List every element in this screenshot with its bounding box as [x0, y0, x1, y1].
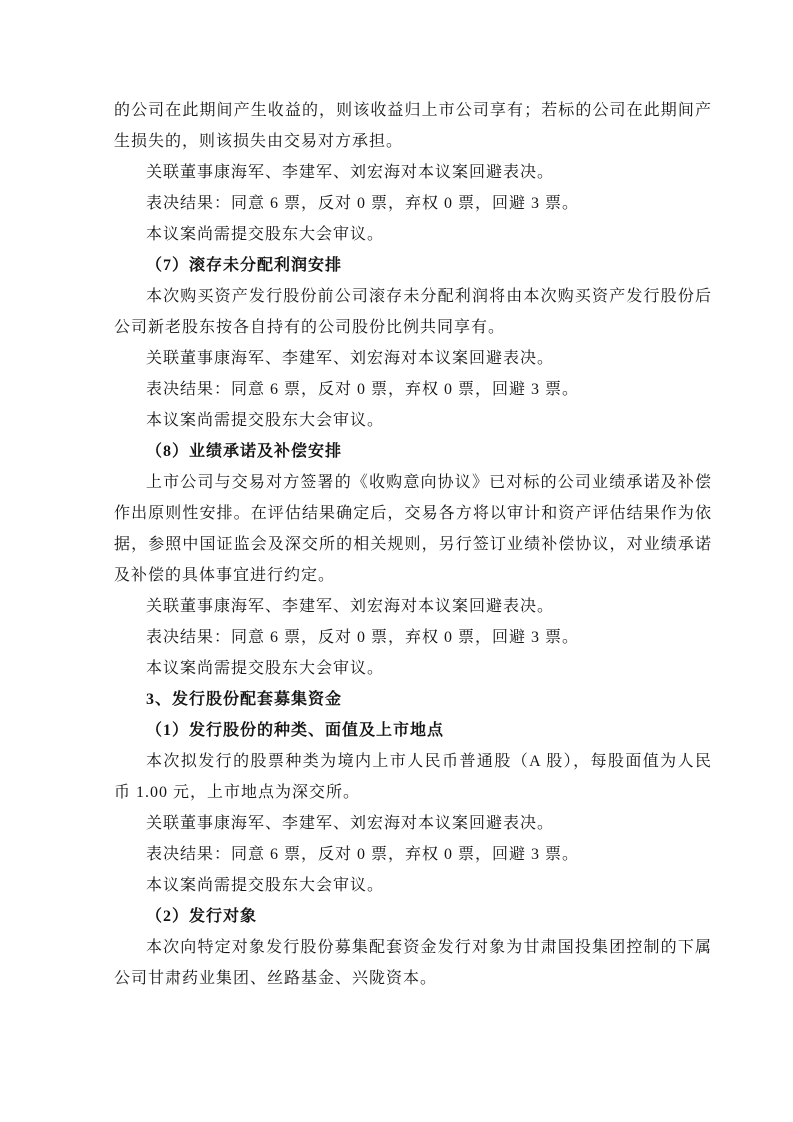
paragraph: 本议案尚需提交股东大会审议。 — [146, 412, 385, 429]
section-heading: （2）发行对象 — [146, 908, 258, 925]
paragraph: 关联董事康海军、李建军、刘宏海对本议案回避表决。 — [146, 598, 555, 615]
paragraph: 关联董事康海军、李建军、刘宏海对本议案回避表决。 — [146, 164, 555, 181]
section-heading: （8）业绩承诺及补偿安排 — [146, 443, 343, 460]
paragraph: 表决结果：同意 6 票，反对 0 票，弃权 0 票，回避 3 票。 — [146, 195, 580, 212]
section-heading: 3、发行股份配套募集资金 — [146, 691, 343, 708]
paragraph: 表决结果：同意 6 票，反对 0 票，弃权 0 票，回避 3 票。 — [146, 846, 580, 863]
document-body — [114, 95, 712, 994]
paragraph: 本议案尚需提交股东大会审议。 — [146, 660, 385, 677]
paragraph: 本次向特定对象发行股份募集配套资金发行对象为甘肃国投集团控制的下属公司甘肃药业集团、丝路基金、兴陇资本。 — [114, 939, 712, 987]
paragraph: 本议案尚需提交股东大会审议。 — [146, 226, 385, 243]
paragraph: 关联董事康海军、李建军、刘宏海对本议案回避表决。 — [146, 350, 555, 367]
paragraph: 表决结果：同意 6 票，反对 0 票，弃权 0 票，回避 3 票。 — [146, 381, 580, 398]
paragraph: 本次拟发行的股票种类为境内上市人民币普通股（A 股），每股面值为人民币 1.00 元，上市地点为深交所。 — [114, 753, 712, 801]
paragraph: 本议案尚需提交股东大会审议。 — [146, 877, 385, 894]
paragraph: 上市公司与交易对方签署的《收购意向协议》已对标的公司业绩承诺及补偿作出原则性安排。在评估结果确定后，交易各方将以审计和资产评估结果作为依据，参照中国证监会及深交所的相关规则，另行签订业绩补偿协议，对业绩承诺及补偿的具体事宜进行约定。 — [114, 474, 712, 584]
paragraph: 关联董事康海军、李建军、刘宏海对本议案回避表决。 — [146, 815, 555, 832]
paragraph: 表决结果：同意 6 票，反对 0 票，弃权 0 票，回避 3 票。 — [146, 629, 580, 646]
section-heading: （1）发行股份的种类、面值及上市地点 — [146, 722, 445, 739]
paragraph: 的公司在此期间产生收益的，则该收益归上市公司享有；若标的公司在此期间产生损失的，则该损失由交易对方承担。 — [114, 102, 712, 150]
paragraph: 本次购买资产发行股份前公司滚存未分配利润将由本次购买资产发行股份后公司新老股东按各自持有的公司股份比例共同享有。 — [114, 288, 712, 336]
section-heading: （7）滚存未分配利润安排 — [146, 257, 343, 274]
